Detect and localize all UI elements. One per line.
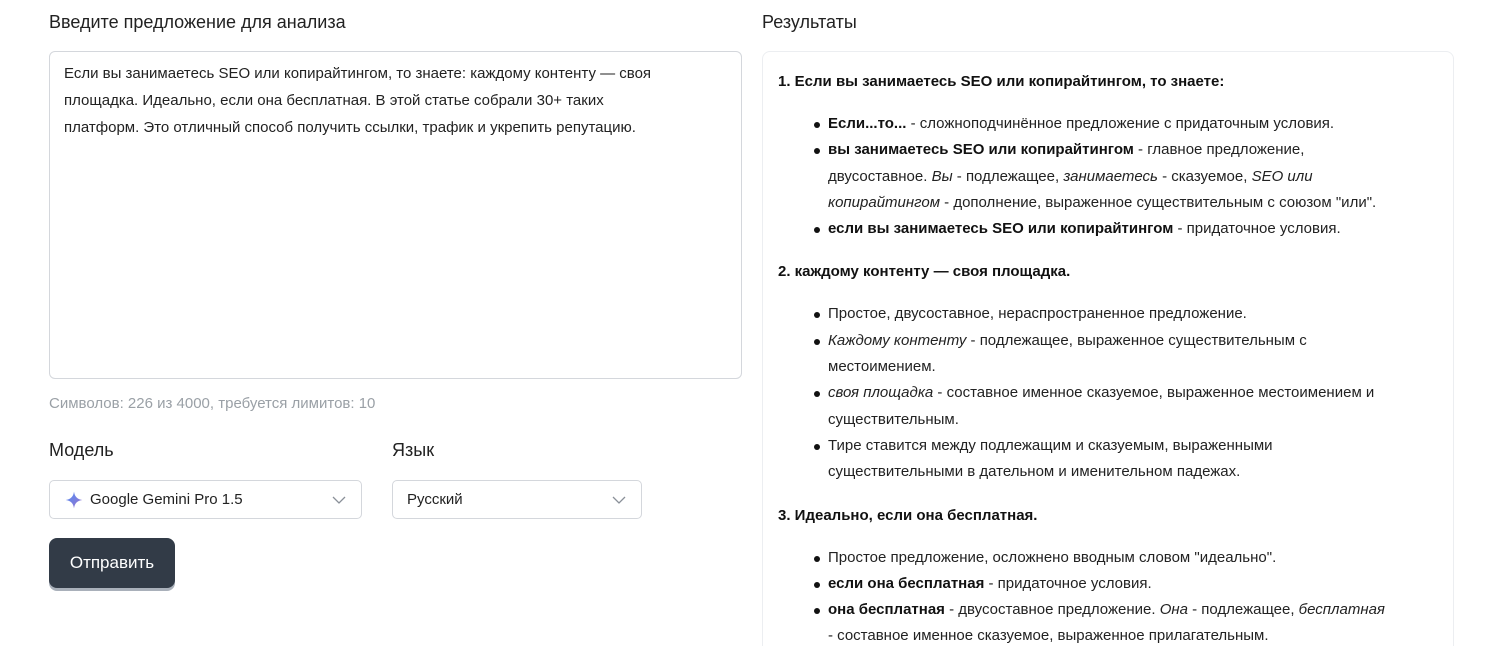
results-title: Результаты [762, 12, 857, 32]
language-select[interactable] [392, 480, 642, 519]
list-item: Каждому контенту - подлежащее, выраженное существительным с местоимением. [778, 328, 1438, 381]
list-item: Тире ставится между подлежащим и сказуемым, выраженными существительными в дательном и именительном падежах. [778, 433, 1438, 486]
send-button[interactable]: Отправить [49, 538, 175, 588]
section-heading: 2. каждому контенту — своя площадка. [778, 263, 1071, 281]
language-value: Русский [407, 491, 463, 508]
model-value: Google Gemini Pro 1.5 [90, 491, 243, 508]
input-title: Введите предложение для анализа [49, 12, 346, 32]
list-item: Простое предложение, осложнено вводным словом "идеально". [778, 545, 1438, 571]
section-list [778, 111, 1438, 242]
char-counter: Символов: 226 из 4000, требуется лимитов: 10 [49, 395, 376, 412]
list-item: вы занимаетесь SEO или копирайтингом - главное предложение, двусоставное. Вы - подлежащее, занимаетесь - сказуемое, SEO или копирайтингом - дополнение, выраженное существительным с союзом "или". [778, 137, 1438, 216]
gemini-sparkle-icon [64, 490, 84, 510]
sentence-textarea[interactable]: Если вы занимаетесь SEO или копирайтингом, то знаете: каждому контенту — своя площадка. Идеально, если она бесплатная. В этой статье собрали 30+ таких платформ. Это отличный способ получить ссылки, трафик и укрепить репутацию. [49, 51, 742, 379]
section-heading: 1. Если вы занимаетесь SEO или копирайтингом, то знаете: [778, 73, 1225, 90]
language-label: Язык [392, 440, 435, 460]
section-list [778, 545, 1438, 646]
section-heading: 3. Идеально, если она бесплатная. [778, 506, 1038, 524]
chevron-down-icon [331, 492, 347, 508]
list-item: Если...то... - сложноподчинённое предложение с придаточным условия. [778, 111, 1438, 137]
model-label: Модель [49, 440, 114, 460]
chevron-down-icon [611, 492, 627, 508]
list-item: Простое, двусоставное, нераспространенное предложение. [778, 301, 1438, 327]
list-item: своя площадка - составное именное сказуемое, выраженное местоимением и существительным. [778, 380, 1438, 433]
section-list [778, 301, 1438, 485]
list-item: если она бесплатная - придаточное условия. [778, 571, 1438, 597]
list-item: если вы занимаетесь SEO или копирайтингом - придаточное условия. [778, 216, 1438, 242]
model-select[interactable] [49, 480, 362, 519]
results-panel [762, 51, 1454, 646]
list-item: она бесплатная - двусоставное предложение. Она - подлежащее, бесплатная - составное именное сказуемое, выраженное прилагательным. [778, 597, 1438, 646]
